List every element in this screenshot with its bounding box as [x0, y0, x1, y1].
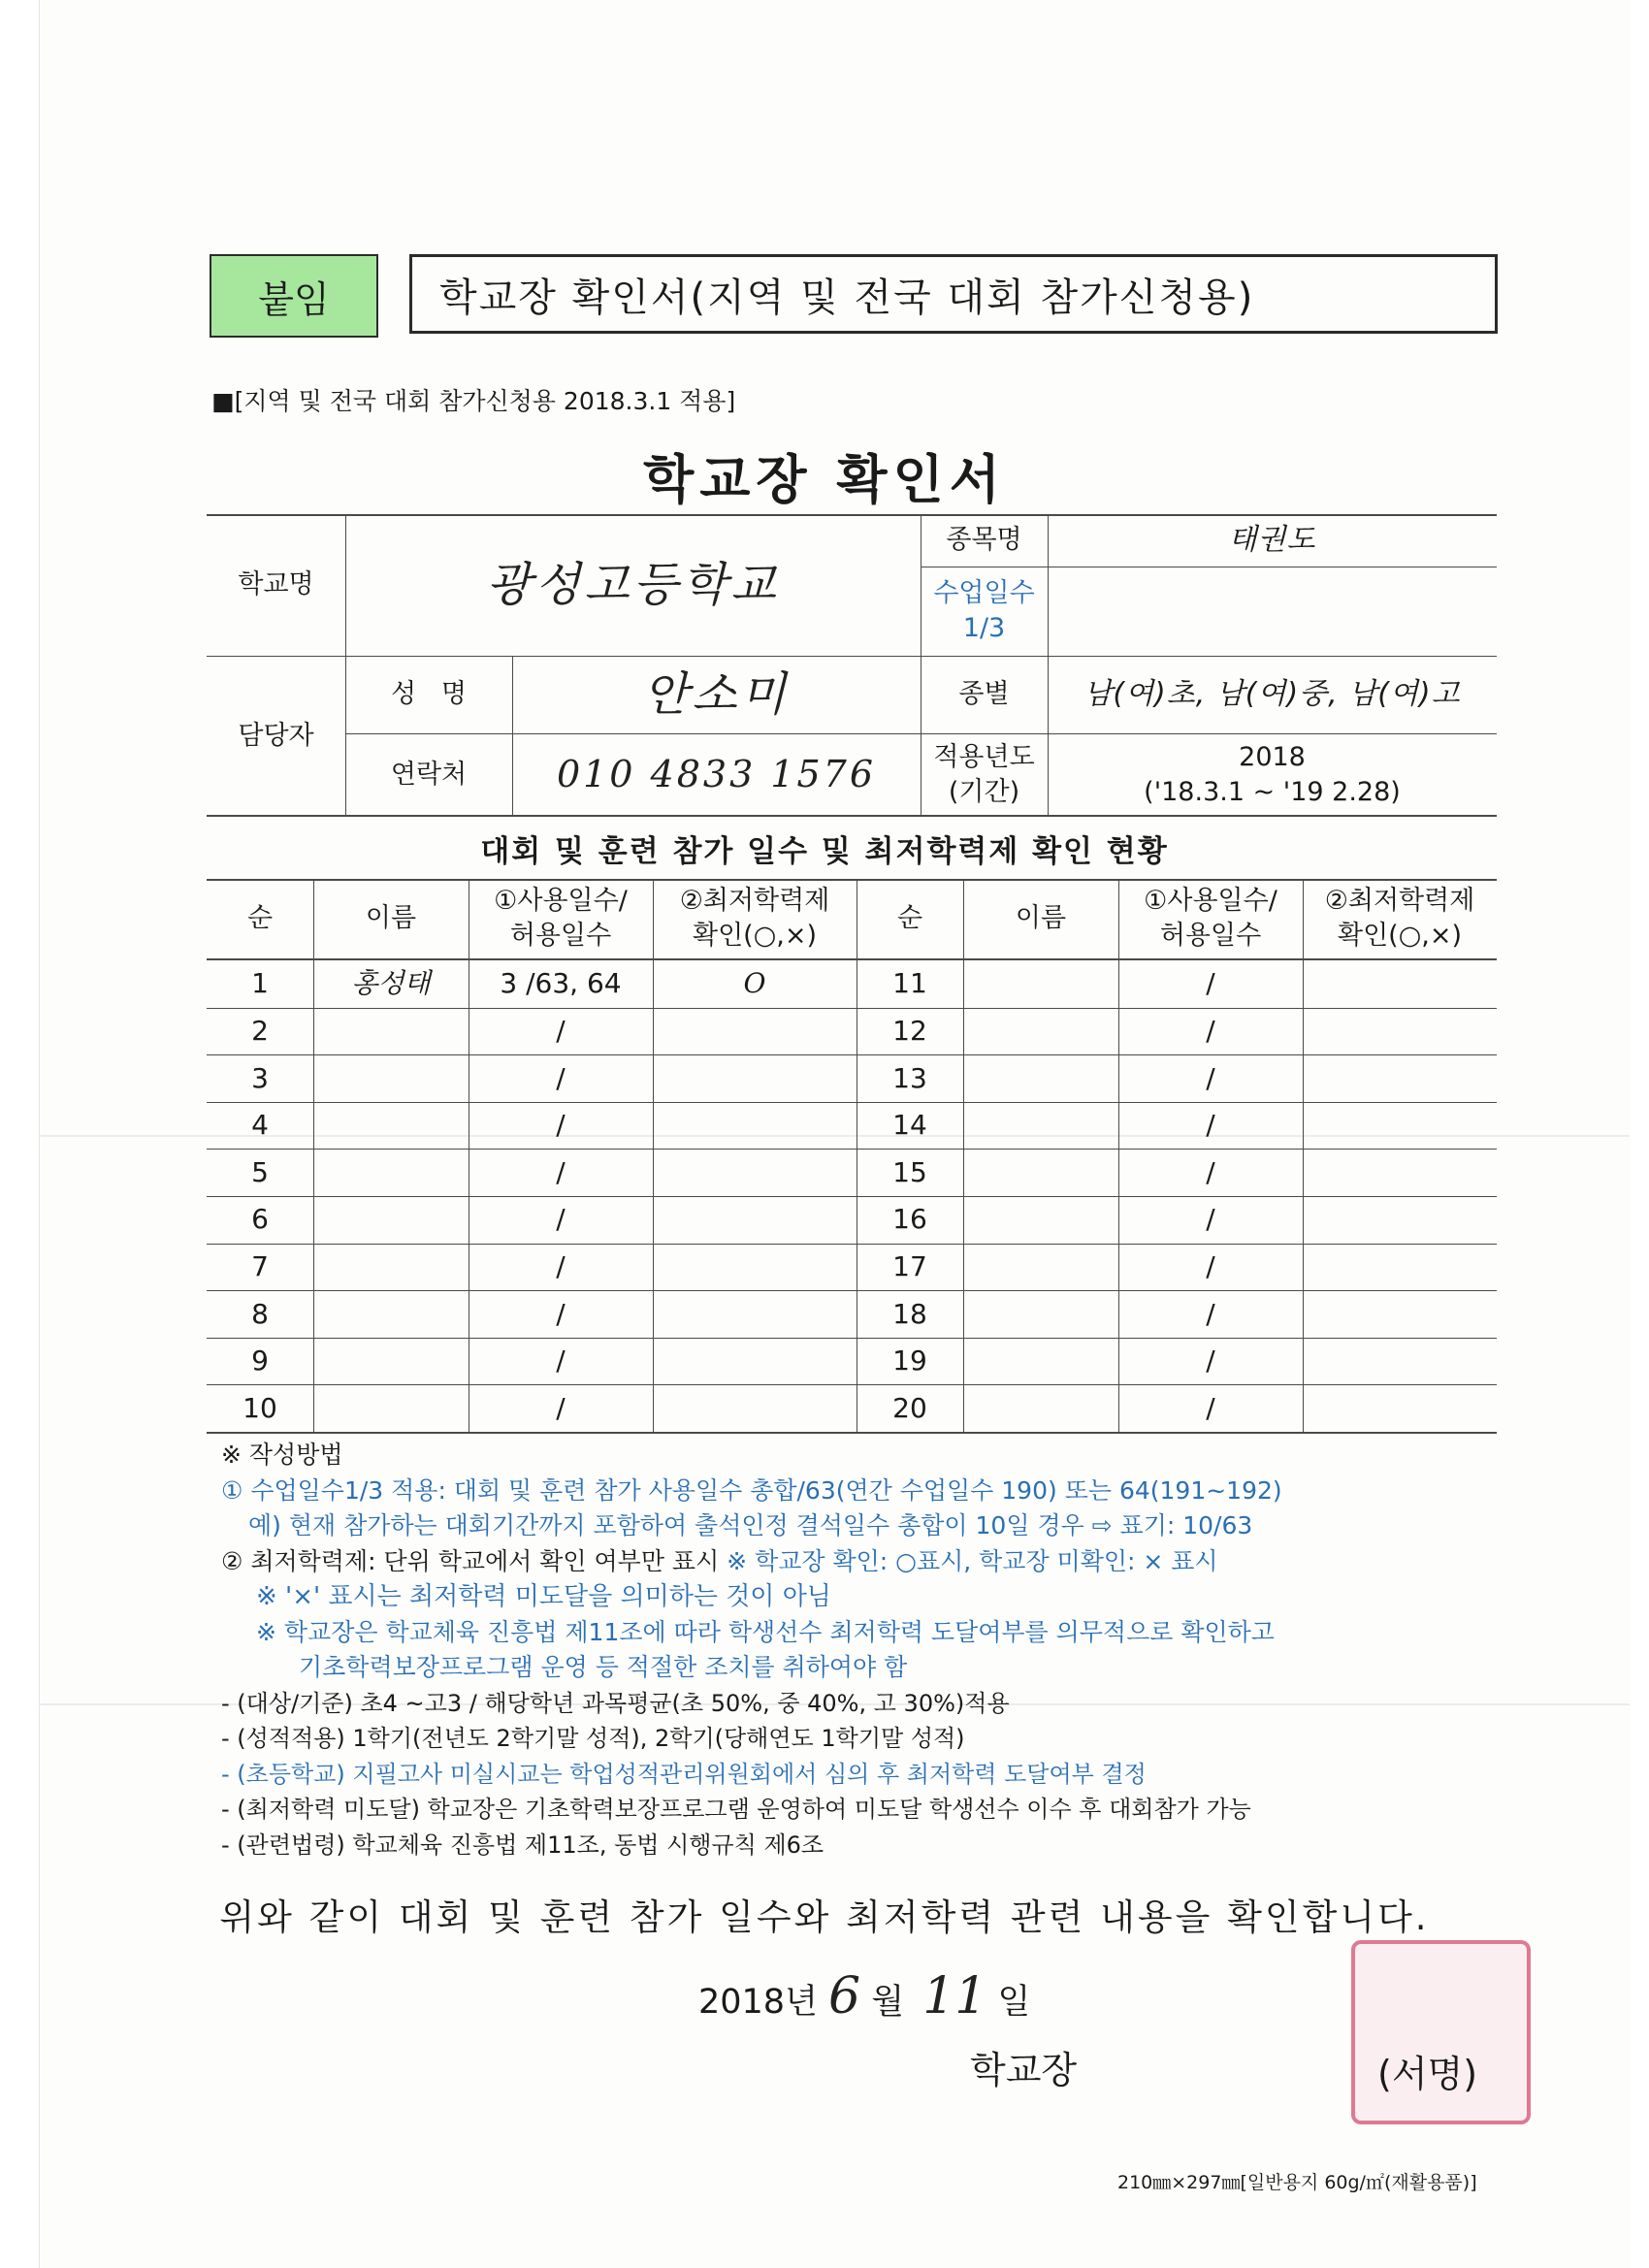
header-check: ②최저학력제 확인(○,×)	[679, 885, 830, 951]
table-cell-no: 14	[892, 1109, 927, 1142]
table-cell-name	[313, 1338, 469, 1385]
table-cell-days: 3 /63, 64	[500, 967, 622, 1000]
table-cell-no: 11	[892, 967, 927, 1000]
table-cell-days: /	[556, 1297, 566, 1330]
table-cell-check	[1303, 1338, 1497, 1385]
table-cell-days: /	[556, 1155, 566, 1188]
table-cell-name	[963, 1149, 1118, 1196]
table-cell-check	[653, 1149, 857, 1196]
table-cell-name	[963, 1290, 1118, 1338]
phone-handwritten: 010 4833 1576	[556, 753, 877, 796]
note-line: ① 수업일수1/3 적용: 대회 및 훈련 참가 사용일수 총합/63(연간 수업일수 190) 또는 64(191~192)	[221, 1475, 1282, 1505]
table-cell-no: 15	[892, 1155, 927, 1188]
class-days-label: 수업일수 1/3	[933, 577, 1035, 643]
contact-name-handwritten: 안소미	[642, 666, 791, 722]
table-cell-no: 2	[251, 1014, 269, 1047]
table-cell-days: /	[556, 1203, 566, 1236]
table-cell-name	[313, 1196, 469, 1244]
table-cell-name	[963, 960, 1118, 1008]
table-cell-check: O	[743, 967, 766, 1000]
table-cell-check	[653, 1102, 857, 1150]
note-line: 예) 현재 참가하는 대회기간까지 포함하여 출석인정 결석일수 총합이 10일 경우 ⇨ 표기: 10/63	[248, 1511, 1253, 1539]
table-cell-name	[963, 1054, 1118, 1102]
paper-spec-footnote: 210㎜×297㎜[일반용지 60g/㎡(재활용품)]	[1117, 2172, 1477, 2193]
note-line: ※ 학교장은 학교체육 진흥법 제11조에 따라 학생선수 최저학력 도달여부를 의무적으로 확인하고	[256, 1617, 1275, 1646]
table-cell-days: /	[1206, 1014, 1215, 1047]
event-label: 종목명	[946, 524, 1022, 555]
table-cell-days: /	[1206, 967, 1215, 1000]
table-cell-name	[963, 1196, 1118, 1244]
table-cell-check	[1303, 960, 1497, 1008]
header-days-right: ①사용일수/ 허용일수	[1144, 885, 1277, 951]
note-line: 기초학력보장프로그램 운영 등 적절한 조치를 취하여야 함	[299, 1653, 908, 1681]
attachment-tag: 붙임	[210, 254, 378, 338]
table-cell-days: /	[556, 1014, 566, 1047]
year-value: 2018 ('18.3.1 ~ '19 2.28)	[1144, 741, 1401, 807]
contact-person-label: 담당자	[238, 720, 314, 751]
table-cell-days: /	[556, 1345, 566, 1377]
table-cell-check	[653, 1244, 857, 1291]
table-cell-name	[313, 1384, 469, 1432]
table-cell-days: /	[1206, 1109, 1215, 1142]
school-label: 학교명	[238, 568, 314, 599]
table-cell-no: 8	[251, 1297, 269, 1330]
table-cell-days: /	[1206, 1297, 1215, 1330]
table-cell-days: /	[556, 1061, 566, 1094]
info-grid	[207, 514, 1497, 817]
table-cell-check	[653, 1196, 857, 1244]
table-cell-no: 4	[251, 1109, 269, 1142]
table-cell-name	[313, 1102, 469, 1150]
signature-date: 2018년 6 월 11 일	[698, 1967, 1031, 2025]
form-title-box: 학교장 확인서(지역 및 전국 대회 참가신청용)	[409, 254, 1498, 334]
table-cell-name	[313, 1244, 469, 1291]
table-cell-no: 18	[892, 1297, 927, 1330]
table-cell-name	[313, 1290, 469, 1338]
header-name-right: 이름	[1015, 902, 1067, 933]
table-cell-no: 7	[251, 1249, 269, 1282]
note-line: - (최저학력 미도달) 학교장은 기초학력보장프로그램 운영하여 미도달 학생선수 이수 후 대회참가 가능	[221, 1796, 1251, 1823]
table-cell-check	[1303, 1054, 1497, 1102]
table-cell-name	[313, 1054, 469, 1102]
note-line: - (관련법령) 학교체육 진흥법 제11조, 동법 시행규칙 제6조	[221, 1831, 824, 1859]
table-cell-check	[1303, 1102, 1497, 1150]
table-cell-days: /	[1206, 1391, 1215, 1424]
category-label: 종별	[958, 678, 1010, 709]
note-line: - (성적적용) 1학기(전년도 2학기말 성적), 2학기(당해연도 1학기말 성적)	[221, 1725, 965, 1752]
instructions	[221, 1438, 1502, 1863]
table-cell-no: 17	[892, 1249, 927, 1282]
confirmation-statement: 위와 같이 대회 및 훈련 참가 일수와 최저학력 관련 내용을 확인합니다.	[219, 1896, 1430, 1938]
table-cell-check	[1303, 1384, 1497, 1432]
document-title: 학교장 확인서	[643, 449, 1006, 510]
participation-table	[207, 879, 1497, 1434]
table-cell-no: 3	[251, 1061, 269, 1094]
form-subtitle: ■[지역 및 전국 대회 참가신청용 2018.3.1 적용]	[211, 387, 736, 415]
header-no-right: 순	[896, 902, 923, 933]
table-cell-no: 16	[892, 1203, 927, 1236]
table-cell-days: /	[556, 1391, 566, 1424]
header-check-right: ②최저학력제 확인(○,×)	[1324, 885, 1475, 951]
table-cell-days: /	[556, 1109, 566, 1142]
table-cell-name	[963, 1338, 1118, 1385]
table-cell-no: 1	[251, 967, 269, 1000]
phone-label: 연락처	[390, 759, 468, 790]
table-cell-days: /	[1206, 1203, 1215, 1236]
signature-placeholder: (서명)	[1377, 2053, 1478, 2095]
year-label: 적용년도 (기간)	[933, 741, 1035, 807]
table-cell-name	[963, 1384, 1118, 1432]
header-days: ①사용일수/ 허용일수	[494, 885, 628, 951]
table-cell-no: 5	[251, 1155, 269, 1188]
table-cell-check	[1303, 1244, 1497, 1291]
table-cell-check	[1303, 1196, 1497, 1244]
table-cell-no: 13	[892, 1061, 927, 1094]
table-cell-check	[653, 1384, 857, 1432]
note-line: - (대상/기준) 초4 ~고3 / 해당학년 과목평균(초 50%, 중 40%, 고 30%)적용	[221, 1689, 1010, 1717]
note-line: - (초등학교) 지필고사 미실시교는 학업성적관리위원회에서 심의 후 최저학력 도달여부 결정	[221, 1760, 1147, 1788]
notes-heading: ※ 작성방법	[221, 1441, 343, 1469]
table-cell-name	[963, 1244, 1118, 1291]
table-cell-days: /	[556, 1249, 566, 1282]
category-value: 남(여)초, 남(여)중, 남(여)고	[1083, 676, 1461, 711]
table-cell-no: 9	[251, 1345, 269, 1377]
table-cell-check	[1303, 1008, 1497, 1055]
table-cell-days: /	[1206, 1155, 1215, 1188]
table-cell-name: 홍성태	[351, 967, 431, 1000]
table-cell-days: /	[1206, 1249, 1215, 1282]
table-cell-name	[313, 1008, 469, 1055]
table-cell-name	[313, 1149, 469, 1196]
table-cell-days: /	[1206, 1061, 1215, 1094]
table-cell-check	[1303, 1290, 1497, 1338]
table-cell-check	[653, 1008, 857, 1055]
principal-label: 학교장	[970, 2049, 1078, 2091]
note-line: ② 최저학력제: 단위 학교에서 확인 여부만 표시 ※ 학교장 확인: ○표시, 학교장 미확인: × 표시	[221, 1546, 1218, 1575]
table-cell-no: 12	[892, 1014, 927, 1047]
table-cell-no: 20	[892, 1391, 927, 1424]
header-no: 순	[246, 902, 274, 933]
name-label: 성 명	[391, 678, 467, 709]
section-title: 대회 및 훈련 참가 일수 및 최저학력제 확인 현황	[480, 834, 1169, 869]
school-name-handwritten: 광성고등학교	[486, 557, 780, 612]
event-value: 태권도	[1228, 522, 1316, 557]
table-cell-no: 19	[892, 1345, 927, 1377]
table-cell-check	[653, 1338, 857, 1385]
table-cell-check	[1303, 1149, 1497, 1196]
table-cell-check	[653, 1290, 857, 1338]
table-cell-no: 6	[251, 1203, 269, 1236]
header-name: 이름	[365, 902, 417, 933]
note-line: ※ '×' 표시는 최저학력 미도달을 의미하는 것이 아님	[256, 1582, 831, 1611]
table-cell-check	[653, 1054, 857, 1102]
table-cell-name	[963, 1008, 1118, 1055]
table-cell-name	[963, 1102, 1118, 1150]
table-cell-no: 10	[242, 1391, 277, 1424]
table-cell-days: /	[1206, 1345, 1215, 1377]
